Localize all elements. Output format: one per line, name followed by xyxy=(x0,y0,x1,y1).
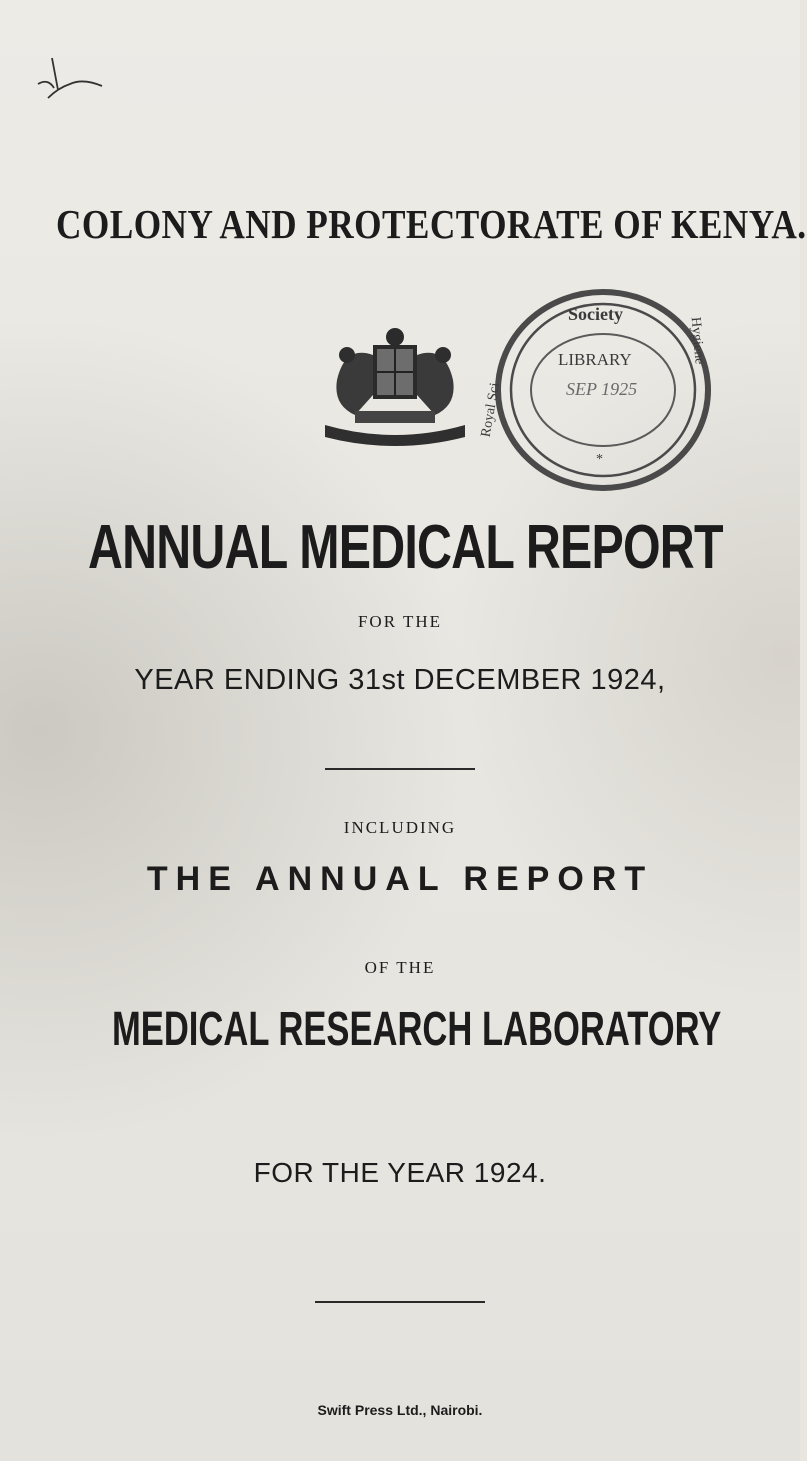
stamp-top-text: Society xyxy=(568,304,623,324)
for-the-label: FOR THE xyxy=(357,612,443,631)
library-stamp xyxy=(478,285,718,500)
annual-report-heading: THE ANNUAL REPORT xyxy=(146,860,654,898)
colony-heading: COLONY AND PROTECTORATE OF KENYA. xyxy=(56,201,807,247)
stamp-left-text: Royal Sci xyxy=(478,381,503,439)
star-icon: * xyxy=(596,452,603,467)
stamp-date-text: SEP 1925 xyxy=(566,379,638,399)
year-ending-line: YEAR ENDING 31st DECEMBER 1924, xyxy=(134,664,666,696)
of-the-label: OF THE xyxy=(364,958,436,977)
coat-of-arms-icon xyxy=(315,325,475,455)
printer-imprint: Swift Press Ltd., Nairobi. xyxy=(317,1402,483,1418)
divider-rule-bottom xyxy=(315,1301,485,1303)
including-label: INCLUDING xyxy=(343,818,457,837)
stamp-library-text: LIBRARY xyxy=(558,350,632,369)
emblem-row xyxy=(0,285,800,500)
report-title: ANNUAL MEDICAL REPORT xyxy=(88,513,723,582)
for-the-year-line: FOR THE YEAR 1924. xyxy=(253,1157,547,1188)
handwritten-mark xyxy=(28,48,108,128)
laboratory-heading: MEDICAL RESEARCH LABORATORY xyxy=(112,1003,722,1056)
divider-rule xyxy=(325,768,475,770)
stamp-right-text: Hygiene xyxy=(687,316,707,365)
